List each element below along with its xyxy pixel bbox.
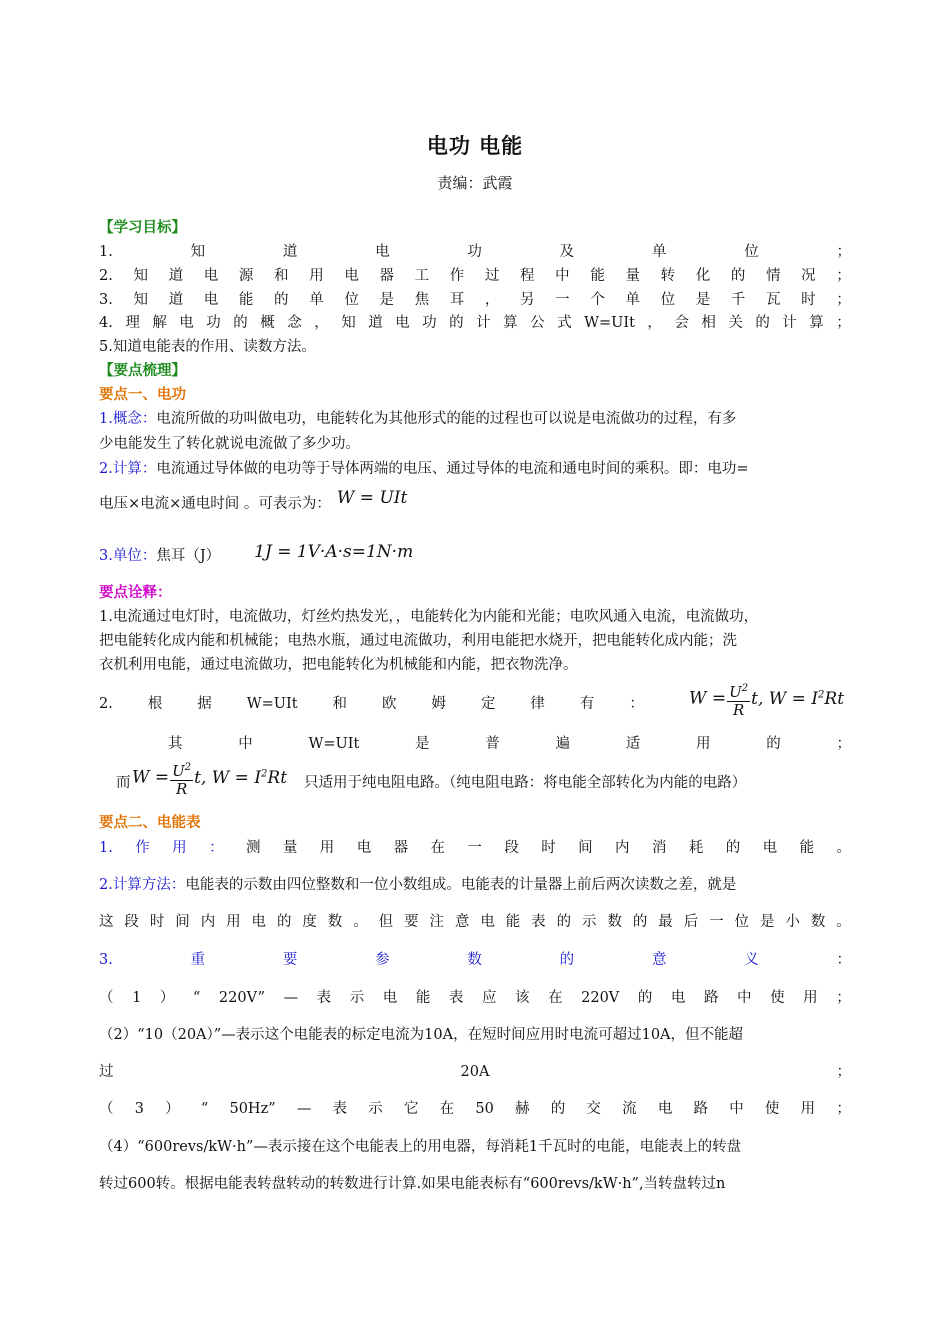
text-segment: 算	[503, 315, 518, 331]
text-segment: 式	[557, 315, 572, 331]
power-formula: W = UIt	[336, 488, 408, 508]
concept-text-1: 电流所做的功叫做电功，电能转化为其他形式的能的过程也可以说是电流做功的过程，有多	[156, 411, 737, 427]
text-segment: 功	[206, 315, 221, 331]
text-segment: “	[192, 990, 201, 1006]
text-segment: 用	[803, 990, 818, 1006]
text-segment: 时	[541, 840, 556, 856]
text-segment: 单	[625, 292, 640, 308]
text-segment: 据	[197, 696, 212, 712]
explain1-line-2: 把电能转化成内能和机械能；电热水瓶，通过电流做功，利用电能把水烧开，把电能转化成内能；洗	[99, 633, 737, 649]
text-segment: 3	[134, 1101, 144, 1117]
text-segment: 道	[168, 292, 184, 308]
text-segment: 测	[245, 840, 261, 856]
text-segment: 耳	[449, 292, 465, 308]
text-segment: 要	[404, 914, 419, 930]
text-segment: 另	[520, 292, 535, 308]
text-segment: 电	[375, 244, 390, 260]
text-segment: 源	[238, 268, 254, 284]
text-segment: 工	[414, 268, 430, 284]
text-segment: 道	[168, 268, 184, 284]
text-segment: 律	[530, 696, 545, 712]
text-segment: 适	[625, 736, 641, 752]
text-segment: 间	[175, 914, 190, 930]
text-segment: 中	[238, 736, 253, 752]
text-segment: ：	[836, 952, 851, 968]
text-segment: 电	[251, 914, 267, 930]
text-segment: 是	[695, 292, 711, 308]
text-segment: 会	[674, 315, 689, 331]
text-segment: 数	[467, 952, 482, 968]
text-segment: —	[296, 1101, 312, 1117]
text-segment: 是	[759, 914, 775, 930]
text-segment: 中	[555, 268, 570, 284]
explain2-line-1	[99, 680, 851, 724]
text-segment: 其	[168, 736, 183, 752]
text-segment: 根	[147, 696, 163, 712]
text-segment: 4.	[99, 315, 113, 331]
calc-label: 2.计算：	[99, 461, 157, 477]
text-segment: —	[283, 990, 299, 1006]
calc-line-2	[99, 488, 851, 515]
concept-line-1	[99, 408, 851, 430]
text-segment: 流	[622, 1101, 637, 1117]
text-segment: 路	[703, 990, 719, 1006]
goal-1	[99, 241, 851, 263]
text-segment: 功	[467, 244, 482, 260]
text-segment: 应	[481, 990, 497, 1006]
unit-label: 3.单位：	[99, 548, 157, 564]
text-segment: 220V	[581, 990, 620, 1006]
text-segment: 中	[729, 1101, 744, 1117]
text-segment: 用	[309, 268, 324, 284]
text-segment: 在	[439, 1101, 455, 1117]
text-segment: 在	[430, 840, 445, 856]
text-segment: ；	[836, 990, 851, 1006]
text-segment: 电	[395, 315, 410, 331]
text-segment: 表	[332, 1101, 348, 1117]
text-segment: ，	[647, 315, 662, 331]
text-segment: 20A	[460, 1064, 490, 1080]
text-segment: 表	[531, 914, 546, 930]
text-segment: 电	[203, 268, 219, 284]
meter-calc-line-2	[99, 911, 851, 933]
text-segment: 关	[728, 315, 743, 331]
text-segment: 概	[260, 315, 275, 331]
text-segment: 知	[133, 292, 148, 308]
text-segment: 示	[368, 1101, 383, 1117]
text-segment: 段	[124, 914, 139, 930]
explain1-line-1: 1.电流通过电灯时，电流做功，灯丝灼热发光，，电能转化为内能和光能；电吹风通入电流，电流做功，	[99, 609, 759, 625]
unit-formula: 1J = 1V·A·s=1N·m	[254, 542, 414, 562]
text-segment: 器	[379, 268, 394, 284]
text-segment: W=UIt	[584, 315, 635, 331]
text-segment: 能	[415, 990, 431, 1006]
text-segment: 单	[651, 244, 667, 260]
text-segment: W=UIt	[246, 696, 298, 712]
text-segment: 在	[548, 990, 563, 1006]
text-segment: （	[99, 1101, 114, 1117]
text-segment: W=UIt	[308, 736, 360, 752]
text-segment: 遍	[555, 736, 570, 752]
text-segment: 的	[725, 840, 741, 856]
text-segment: 示	[582, 914, 597, 930]
text-segment: 作	[135, 840, 150, 856]
text-segment: 意	[651, 952, 667, 968]
text-segment: 算	[809, 315, 824, 331]
text-segment: 解	[152, 315, 167, 331]
explain2-formula: W = $\frac{U^2}{R}$ t, $W = I^2Rt$	[689, 680, 844, 719]
text-segment: 个	[590, 292, 605, 308]
text-segment: 能	[590, 268, 605, 284]
text-segment: 意	[454, 914, 470, 930]
text-segment: 用	[319, 840, 335, 856]
text-segment: 。	[353, 914, 368, 930]
text-segment: 位	[734, 914, 750, 930]
meter-calc-text: 电能表的示数由四位整数和一位小数组成。电能表的计量器上前后两次读数之差，就是	[185, 877, 737, 893]
section-points-heading: 【要点梳理】	[99, 363, 186, 379]
text-segment: 能	[799, 840, 815, 856]
text-segment: 的	[276, 914, 292, 930]
meter-calc-line-1	[99, 874, 851, 896]
text-segment: 的	[632, 914, 648, 930]
text-segment: 的	[755, 315, 770, 331]
text-segment: 度	[302, 914, 317, 930]
text-segment: 小	[785, 914, 800, 930]
explain2c-prefix: 而	[116, 775, 131, 791]
text-segment: 这	[99, 914, 114, 930]
text-segment: 的	[559, 952, 575, 968]
text-segment: 内	[200, 914, 216, 930]
text-segment: 的	[550, 1101, 566, 1117]
text-segment: ）	[159, 990, 175, 1006]
concept-label: 1.概念：	[99, 411, 157, 427]
text-segment: 用	[172, 840, 187, 856]
explain-heading: 要点诠释：	[99, 585, 172, 601]
text-segment: 及	[559, 244, 575, 260]
text-segment: ，	[314, 315, 329, 331]
explain1-line-3: 衣机利用电能，通过电流做功，把电能转化为机械能和内能，把衣物洗净。	[99, 657, 578, 673]
text-segment: 电	[762, 840, 778, 856]
text-segment: 电	[356, 840, 372, 856]
text-segment: 50	[475, 1101, 494, 1117]
text-segment: 的	[730, 268, 746, 284]
text-segment: 段	[504, 840, 519, 856]
text-segment: 3.	[99, 952, 113, 968]
text-segment: 瓦	[766, 292, 781, 308]
text-segment: ；	[836, 736, 851, 752]
text-segment: “	[200, 1101, 209, 1117]
text-segment: 一	[467, 840, 482, 856]
text-segment: 化	[695, 268, 711, 284]
text-segment: 有	[579, 696, 595, 712]
calc-line-1	[99, 458, 851, 480]
text-segment: 电	[657, 1101, 673, 1117]
text-segment: 用	[226, 914, 241, 930]
goal-4	[99, 312, 851, 334]
text-segment: 它	[403, 1101, 419, 1117]
text-segment: 定	[480, 696, 496, 712]
text-segment: 普	[485, 736, 500, 752]
text-segment: 作	[449, 268, 465, 284]
text-segment: 的	[556, 914, 572, 930]
text-segment: 交	[586, 1101, 601, 1117]
text-segment: 要	[282, 952, 298, 968]
text-segment: 赫	[515, 1101, 530, 1117]
text-segment: 电	[670, 990, 686, 1006]
page-title: 电功 电能	[426, 134, 524, 158]
text-segment: 耗	[688, 840, 704, 856]
explain2-line-2	[168, 733, 851, 755]
text-segment: 知	[190, 244, 206, 260]
text-segment: 是	[415, 736, 430, 752]
text-segment: 相	[701, 315, 716, 331]
text-segment: 姆	[431, 696, 446, 712]
text-segment: 位	[744, 244, 759, 260]
text-segment: 时	[801, 292, 816, 308]
text-segment: 电	[179, 315, 194, 331]
text-segment: ：	[209, 840, 224, 856]
text-segment: 使	[764, 1101, 780, 1117]
text-segment: 位	[660, 292, 676, 308]
text-segment: 间	[578, 840, 593, 856]
text-segment: 量	[625, 268, 640, 284]
goal-3	[99, 289, 851, 311]
text-segment: 能	[505, 914, 521, 930]
text-segment: 和	[332, 696, 348, 712]
text-segment: 该	[515, 990, 530, 1006]
text-segment: 2.	[99, 696, 113, 712]
text-segment: 2.	[99, 268, 113, 284]
text-segment: 数	[327, 914, 343, 930]
param-heading-line	[99, 949, 851, 971]
text-segment: 情	[766, 268, 781, 284]
text-segment: 位	[344, 292, 359, 308]
text-segment: 中	[737, 990, 752, 1006]
text-segment: 电	[203, 292, 219, 308]
text-segment: ：	[629, 696, 644, 712]
text-segment: 理	[125, 315, 140, 331]
text-segment: 道	[282, 244, 298, 260]
point2-heading: 要点二、电能表	[99, 815, 201, 831]
text-segment: 器	[393, 840, 409, 856]
text-segment: 注	[429, 914, 444, 930]
meter-use-line	[99, 837, 851, 859]
text-segment: 电	[480, 914, 495, 930]
text-segment: 念	[287, 315, 302, 331]
explain2-text	[99, 693, 644, 715]
calc-text-2: 电压×电流×通电时间 。可表示为：	[99, 496, 331, 512]
text-segment: ，	[484, 292, 500, 308]
text-segment: 1.	[99, 244, 113, 260]
param-3-line	[99, 1098, 851, 1120]
text-segment: 后	[683, 914, 699, 930]
text-segment: 最	[658, 914, 673, 930]
text-segment: 50Hz”	[229, 1101, 276, 1117]
text-segment: 转	[660, 268, 676, 284]
text-segment: 况	[801, 268, 816, 284]
section-goals-heading: 【学习目标】	[99, 220, 186, 236]
text-segment: 道	[368, 315, 383, 331]
text-segment: 示	[349, 990, 365, 1006]
text-segment: 表	[448, 990, 464, 1006]
text-segment: 焦	[414, 292, 430, 308]
param-1-line	[99, 987, 851, 1009]
text-segment: （	[99, 990, 114, 1006]
text-segment: 计	[782, 315, 797, 331]
text-segment: 程	[520, 268, 535, 284]
text-segment: 用	[800, 1101, 816, 1117]
param-2-line-2	[99, 1061, 851, 1083]
text-segment: 知	[341, 315, 356, 331]
text-segment: 的	[449, 315, 464, 331]
text-segment: 一	[555, 292, 570, 308]
text-segment: ；	[836, 1101, 851, 1117]
text-segment: 。	[836, 840, 851, 856]
text-segment: ）	[165, 1101, 180, 1117]
text-segment: 。	[836, 914, 851, 930]
text-segment: 的	[637, 990, 653, 1006]
text-segment: 表	[316, 990, 332, 1006]
text-segment: 一	[709, 914, 724, 930]
text-segment: 3.	[99, 292, 113, 308]
text-segment: 消	[651, 840, 667, 856]
text-segment: 电	[344, 268, 359, 284]
text-segment: 1.	[99, 840, 113, 856]
explain2-line-3	[99, 756, 851, 802]
explain2c-text: 只适用于纯电阻电路。（纯电阻电路：将电能全部转化为内能的电路）	[304, 775, 747, 791]
text-segment: 220V”	[218, 990, 265, 1006]
text-segment: 时	[149, 914, 165, 930]
goal-5: 5.知道电能表的作用、读数方法。	[99, 339, 316, 355]
meter-calc-label: 2.计算方法：	[99, 877, 186, 893]
author-line: 责编：武霞	[437, 174, 513, 192]
text-segment: 内	[615, 840, 630, 856]
text-segment: 的	[233, 315, 248, 331]
param-2-line-1: （2）“10（20A）”—表示这个电能表的标定电流为10A，在短时间应用时电流可超过10A，但不能超	[99, 1027, 744, 1043]
text-segment: 知	[133, 268, 148, 284]
param-4-line-2: 转过600转。根据电能表转盘转动的转数进行计算.如果电能表标有“600revs/kW·h”,当转盘转过n	[99, 1176, 726, 1192]
text-segment: 的	[766, 736, 781, 752]
text-segment: 数	[607, 914, 622, 930]
calc-text-1: 电流通过导体做的电功等于导体两端的电压、通过导体的电流和通电时间的乘积。即：电功=	[156, 461, 749, 477]
text-segment: 过	[484, 268, 500, 284]
text-segment: 量	[282, 840, 298, 856]
explain2c-formula: W = $\frac{U^2}{R}$ t, $W = I^2Rt$	[132, 759, 287, 798]
text-segment: 过	[99, 1064, 114, 1080]
text-segment: 能	[238, 292, 254, 308]
unit-line	[99, 544, 851, 567]
text-segment: ；	[836, 244, 851, 260]
text-segment: 但	[378, 914, 394, 930]
text-segment: 数	[810, 914, 826, 930]
text-segment: 欧	[382, 696, 397, 712]
text-segment: 千	[730, 292, 746, 308]
concept-line-2: 少电能发生了转化就说电流做了多少功。	[99, 436, 360, 452]
text-segment: ；	[836, 1064, 851, 1080]
text-segment: 使	[770, 990, 785, 1006]
text-segment: 用	[695, 736, 711, 752]
text-segment: 的	[274, 292, 289, 308]
text-segment: 路	[693, 1101, 709, 1117]
text-segment: 1	[132, 990, 142, 1006]
text-segment: 和	[274, 268, 289, 284]
text-segment: ；	[836, 292, 851, 308]
text-segment: 重	[190, 952, 206, 968]
text-segment: 单	[309, 292, 324, 308]
text-segment: 义	[744, 952, 759, 968]
text-segment: 计	[476, 315, 491, 331]
text-segment: 是	[379, 292, 394, 308]
point1-heading: 要点一、电功	[99, 387, 186, 403]
text-segment: 电	[382, 990, 398, 1006]
text-segment: 公	[530, 315, 545, 331]
text-segment: ；	[836, 315, 851, 331]
text-segment: ；	[836, 268, 851, 284]
text-segment: 功	[422, 315, 437, 331]
param-4-line-1: （4）“600revs/kW·h”—表示接在这个电能表上的用电器，每消耗1千瓦时的电能，电能表上的转盘	[99, 1139, 742, 1155]
goal-2	[99, 265, 851, 287]
text-segment: 参	[375, 952, 390, 968]
unit-text: 焦耳（J）	[156, 548, 221, 564]
